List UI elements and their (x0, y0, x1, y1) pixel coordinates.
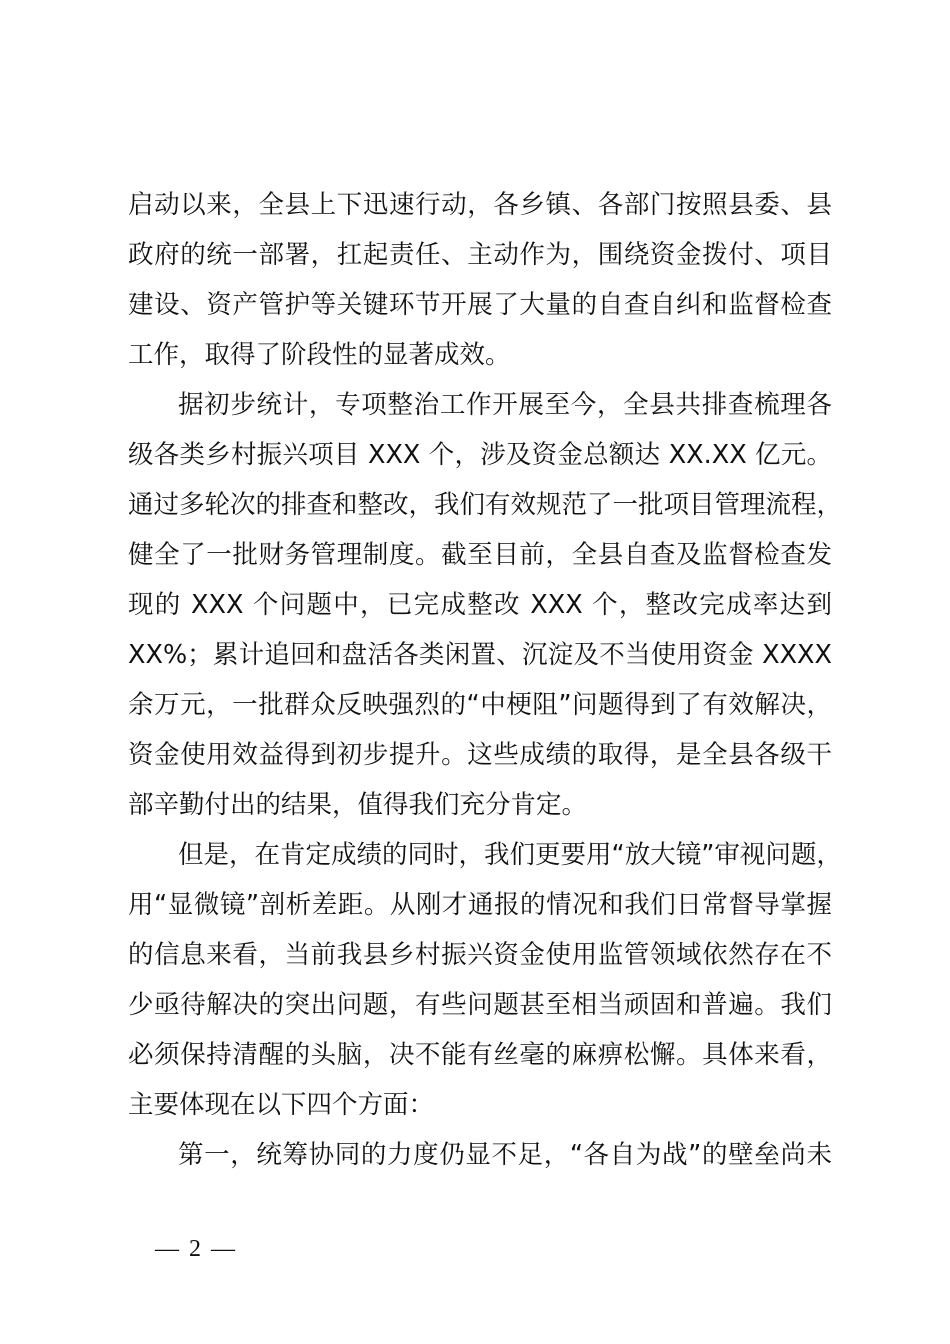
text-line: XX%；累计追回和盘活各类闲置、沉淀及不当使用资金 XXXX (128, 640, 832, 670)
text-line: 第一，统筹协同的力度仍显不足，“各自为战”的壁垒尚未 (178, 1140, 832, 1170)
text-line: 用“显微镜”剖析差距。从刚才通报的情况和我们日常督导掌握 (128, 890, 832, 920)
text-line: 少亟待解决的突出问题，有些问题甚至相当顽固和普遍。我们 (128, 990, 832, 1020)
text-line: 的信息来看，当前我县乡村振兴资金使用监管领域依然存在不 (128, 940, 832, 970)
document-body (128, 180, 843, 1180)
text-line: 工作，取得了阶段性的显著成效。 (128, 340, 511, 370)
paragraph (128, 830, 842, 1130)
text-line: 部辛勤付出的结果，值得我们充分肯定。 (128, 790, 588, 820)
text-line: 健全了一批财务管理制度。截至目前，全县自查及监督检查发 (128, 540, 832, 570)
paragraph (128, 1130, 832, 1180)
text-line: 通过多轮次的排查和整改，我们有效规范了一批项目管理流程， (128, 490, 843, 520)
text-line: 资金使用效益得到初步提升。这些成绩的取得，是全县各级干 (128, 740, 832, 770)
page-number: — 2 — (155, 1236, 237, 1262)
text-line: 余万元，一批群众反映强烈的“中梗阻”问题得到了有效解决， (128, 690, 832, 720)
text-line: 启动以来，全县上下迅速行动，各乡镇、各部门按照县委、县 (128, 190, 832, 220)
text-line: 必须保持清醒的头脑，决不能有丝毫的麻痹松懈。具体来看， (128, 1040, 832, 1070)
paragraph (128, 380, 843, 830)
text-line: 现的 XXX 个问题中，已完成整改 XXX 个，整改完成率达到 (128, 590, 832, 620)
paragraph (128, 180, 832, 380)
text-line: 建设、资产管护等关键环节开展了大量的自查自纠和监督检查 (128, 290, 832, 320)
text-line: 据初步统计，专项整治工作开展至今，全县共排查梳理各 (178, 390, 832, 420)
text-line: 政府的统一部署，扛起责任、主动作为，围绕资金拨付、项目 (128, 240, 832, 270)
text-line: 主要体现在以下四个方面： (128, 1090, 435, 1120)
text-line: 但是，在肯定成绩的同时，我们更要用“放大镜”审视问题， (178, 840, 842, 870)
text-line: 级各类乡村振兴项目 XXX 个，涉及资金总额达 XX.XX 亿元。 (128, 440, 832, 470)
